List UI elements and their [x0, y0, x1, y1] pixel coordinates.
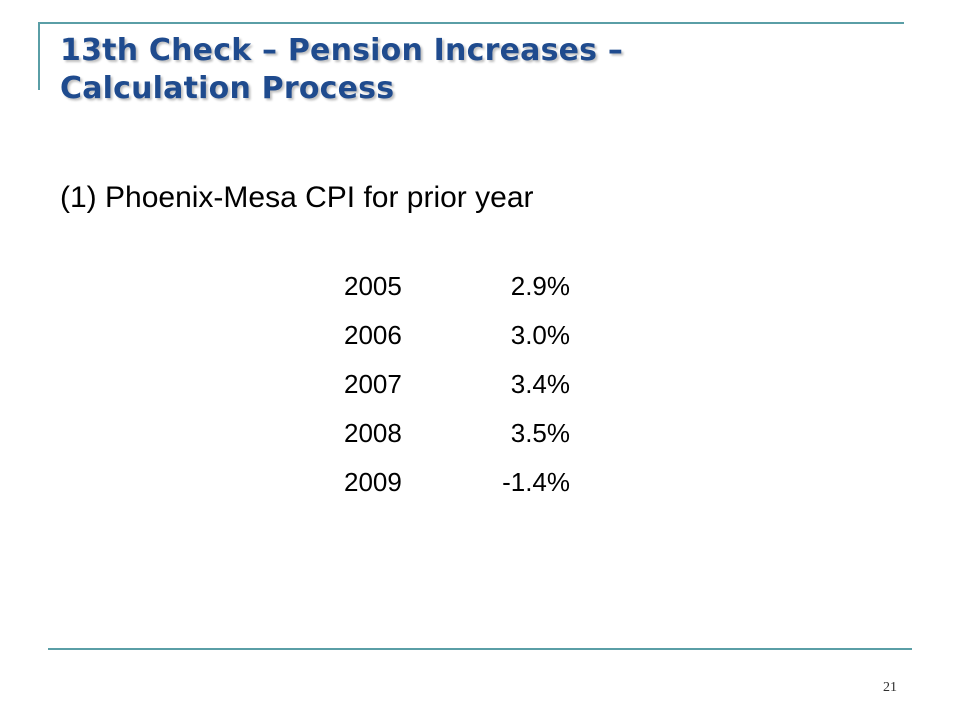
cpi-rate: 2.9%: [510, 271, 570, 301]
cpi-row: [344, 462, 604, 511]
cpi-year: 2008: [344, 418, 402, 448]
top-rule: [38, 22, 904, 24]
cpi-year: 2007: [344, 369, 402, 399]
cpi-row: [344, 413, 604, 462]
cpi-table: [344, 266, 604, 511]
cpi-rate: -1.4%: [502, 467, 570, 497]
cpi-year: 2009: [344, 467, 402, 497]
slide-title: [60, 32, 920, 108]
cpi-row: [344, 364, 604, 413]
cpi-rate: 3.4%: [510, 369, 570, 399]
page-number: 21: [883, 680, 897, 695]
slide-title-line-1: 13th Check – Pension Increases –: [60, 33, 624, 68]
cpi-subtitle: (1) Phoenix-Mesa CPI for prior year: [60, 181, 534, 214]
cpi-row: [344, 315, 604, 364]
cpi-year: 2006: [344, 320, 402, 350]
cpi-rate: 3.0%: [510, 320, 570, 350]
bottom-rule: [48, 648, 912, 650]
slide-title-line-2: Calculation Process: [60, 71, 395, 106]
cpi-rate: 3.5%: [510, 418, 570, 448]
left-rule: [38, 22, 40, 90]
cpi-year: 2005: [344, 271, 402, 301]
cpi-row: [344, 266, 604, 315]
